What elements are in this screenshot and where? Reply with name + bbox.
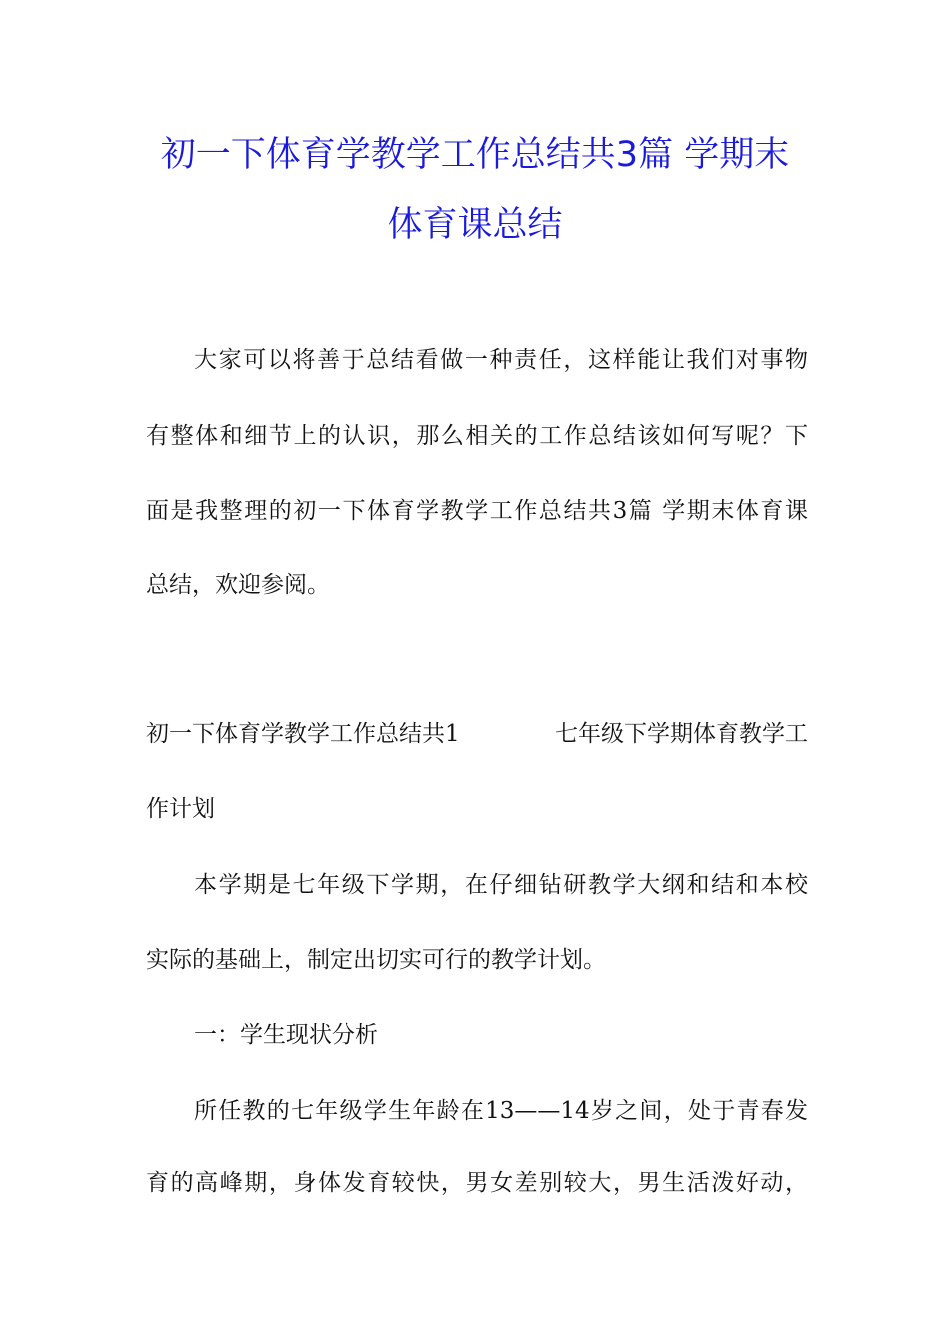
section-heading-continuation: 作计划 <box>146 796 215 822</box>
section-heading <box>146 719 808 749</box>
subheading-student-analysis: 一：学生现状分析 <box>194 1022 378 1048</box>
section-heading-right: 七年级下学期体育教学工 <box>555 721 808 747</box>
paragraph-1-line-1: 本学期是七年级下学期，在仔细钻研教学大纲和结和本校 <box>194 872 808 898</box>
document-title-line-1: 初一下体育学教学工作总结共3篇 学期末 <box>160 135 790 175</box>
section-heading-left: 初一下体育学教学工作总结共1 <box>146 721 460 747</box>
intro-line-1: 大家可以将善于总结看做一种责任，这样能让我们对事物 <box>194 347 808 373</box>
paragraph-1-line-2: 实际的基础上，制定出切实可行的教学计划。 <box>146 947 606 973</box>
intro-line-3: 面是我整理的初一下体育学教学工作总结共3篇 学期末体育课 <box>146 498 808 524</box>
paragraph-2-line-1: 所任教的七年级学生年龄在13——14岁之间，处于青春发 <box>194 1098 808 1124</box>
intro-line-2: 有整体和细节上的认识，那么相关的工作总结该如何写呢？下 <box>146 423 808 449</box>
paragraph-2-line-2: 育的高峰期，身体发育较快，男女差别较大，男生活泼好动， <box>146 1170 808 1196</box>
document-title-line-2: 体育课总结 <box>387 205 563 245</box>
intro-line-4: 总结，欢迎参阅。 <box>146 572 330 598</box>
